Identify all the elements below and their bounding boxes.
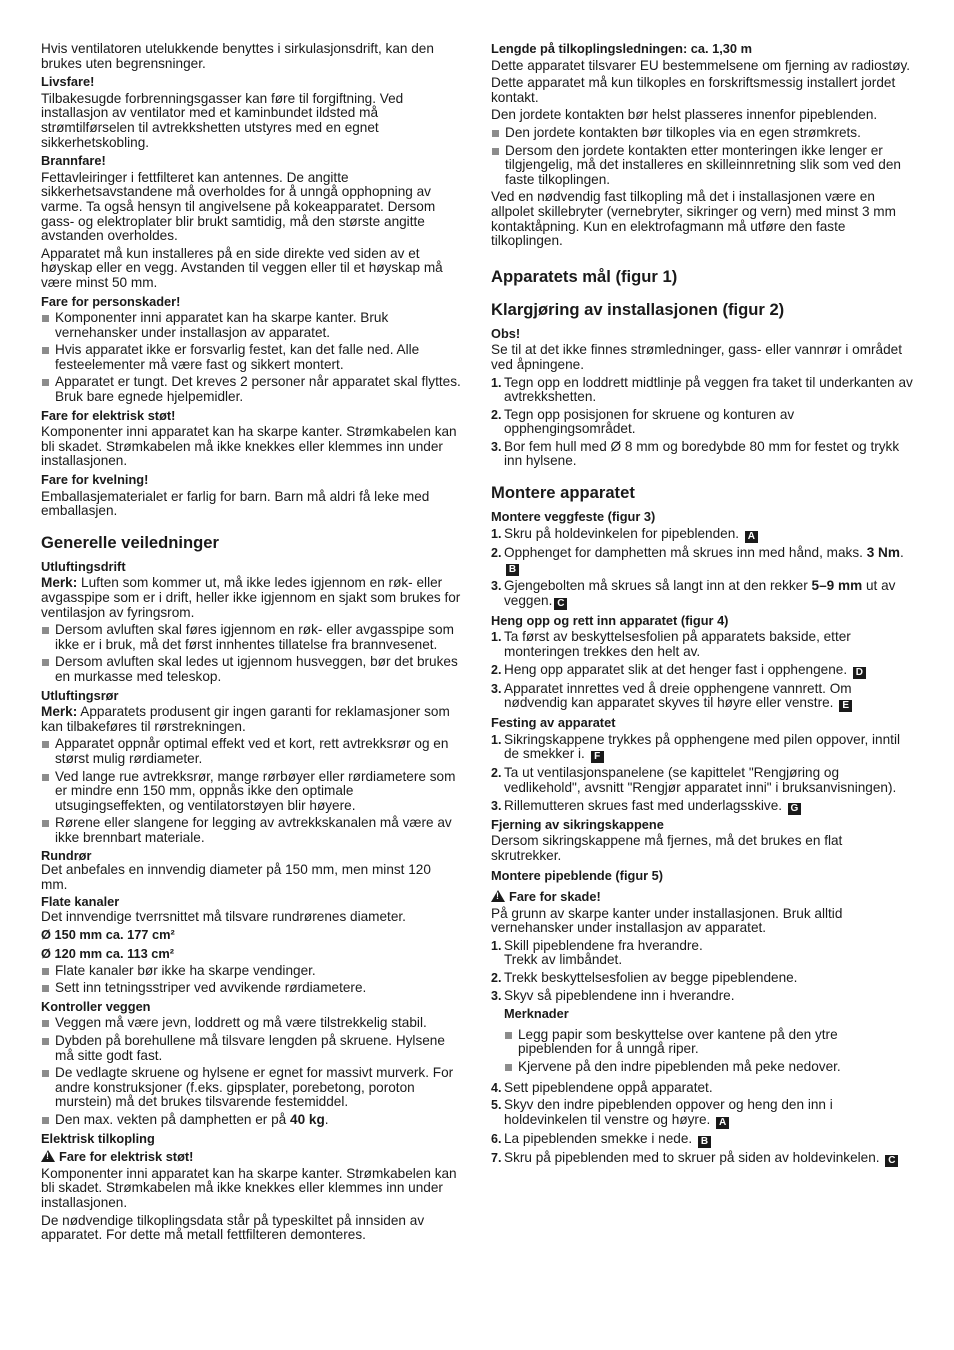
list-item: Dersom avluften skal ledes ut igjennom husveggen, bør det brukes en murkasse med teleskop. [41, 655, 461, 684]
right-column [491, 42, 914, 1170]
figure-marker: B [698, 1136, 711, 1148]
utluftingsdrift-merk [41, 576, 461, 620]
list-item: Komponenter inni apparatet kan ha skarpe kanter. Bruk vernehansker under installasjon av apparatet. [41, 311, 461, 340]
figure-marker: C [885, 1155, 898, 1167]
step-number: 2. [491, 970, 502, 985]
merk-label: Merk: [41, 704, 78, 720]
step-item [491, 663, 914, 679]
flate-list [41, 964, 461, 996]
dia150-value: Ø 150 mm ca. 177 cm² [41, 927, 175, 943]
section-title-mal: Apparatets mål (figur 1) [491, 266, 678, 286]
pipeblende-steps [491, 939, 914, 954]
festing-heading: Festing av apparatet [491, 715, 616, 731]
step-text: Tegn opp posisjonen for skruene og konturen av opphengingsområdet. [504, 406, 795, 437]
step-text: Skru på holdevinkelen for pipeblenden. [504, 525, 740, 541]
step-number: 2. [491, 545, 502, 560]
list-item [41, 1113, 461, 1128]
klargjoring-steps [491, 376, 914, 470]
figure-marker: F [591, 751, 604, 763]
left-column [41, 42, 461, 1246]
list-item: Apparatet er tungt. Det kreves 2 personer når apparatet skal flyttes. Bruk bare egnede hjelpemidler. [41, 375, 461, 404]
step-number: 1. [491, 630, 502, 645]
distance-value: 5–9 mm [811, 578, 863, 594]
elektrisk-tilkopling-heading: Elektrisk tilkopling [41, 1130, 155, 1146]
figure-marker: A [716, 1117, 729, 1129]
step-text: Gjengebolten må skrues så langt inn at den rekker [504, 578, 812, 594]
step-item [491, 939, 914, 954]
elektrisk-heading: Fare for elektrisk støt! [41, 407, 176, 423]
figure-marker: B [506, 564, 519, 576]
fjerning-heading: Fjerning av sikringskappene [491, 816, 664, 832]
step-item [491, 408, 914, 437]
step-number: 3. [491, 439, 502, 454]
list-item: De vedlagte skruene og hylsene er egnet for massivt murverk. For andre konstruksjoner (f.eks. gipsplater, porebetong, poroton murstein) må det brukes tilsvarende festemiddel. [41, 1066, 461, 1110]
step-number: 2. [491, 407, 502, 422]
festing-steps [491, 733, 914, 815]
elektrisk-warning-heading [41, 1150, 461, 1165]
warning-triangle-icon [41, 1150, 55, 1162]
step-item [491, 1081, 914, 1096]
figure-marker: C [554, 598, 567, 610]
step-number: 1. [491, 526, 502, 541]
elektrisk-warning-text: Komponenter inni apparatet kan ha skarpe kanter. Strømkabelen kan bli skadet. Strømkabelen må ikke knekkes eller klemmes inn under installasjonen. [41, 1165, 457, 1210]
step-text: Apparatet innrettes ved å dreie opphengene vannrett. Om nødvendig kan apparatet skyves til høyre eller venstre. [504, 680, 852, 711]
step-item [491, 1151, 914, 1167]
step-text: Tegn opp en loddrett midtlinje på veggen fra taket til underkanten av avtrekkshetten. [504, 374, 913, 405]
pipe-substep: Trekk av limbåndet. [504, 952, 623, 968]
section-title-montere: Montere apparatet [491, 483, 635, 503]
warning-triangle-icon [491, 890, 505, 902]
personskader-list [41, 311, 461, 405]
merk-label: Merk: [41, 575, 78, 591]
vekt-text: Den max. vekten på damphetten er på [55, 1112, 291, 1127]
list-item: Dersom den jordete kontakten etter monteringen ikke lenger er tilgjengelig, må det installeres en skilleinnretning slik som ved den faste tilkoplingen. [491, 144, 914, 188]
list-item: Legg papir som beskyttelse over kantene på den ytre pipeblenden for å unngå riper. [504, 1028, 914, 1057]
step-number: 1. [491, 375, 502, 390]
livsfare-text: Tilbakesugde forbrenningsgasser kan føre til forgiftning. Ved installasjon av ventilator med et kaminbundet ildsted må strømtilførselen til avtrekkshetten utstyres med en egnet sikkerhetskobling. [41, 90, 404, 150]
step-item [491, 546, 914, 577]
livsfare-heading: Livsfare! [41, 74, 95, 90]
list-item: Rørene eller slangene for legging av avtrekkskanalen må være av ikke brennbart materiale. [41, 816, 461, 845]
obs-text: Se til at det ikke finnes strømledninger, gass- eller vannrør i området ved åpningene. [491, 342, 903, 372]
fjerning-text: Dersom sikringskappene må fjernes, må det brukes en flat skrutrekker. [491, 833, 843, 863]
step-text: Skru på pipeblenden med to skruer på siden av holdevinkelen. [504, 1149, 880, 1165]
step-text-end: . [899, 544, 904, 560]
merk-text: Apparatets produsent gir ingen garanti for reklamasjoner som kan tilbakeføres til rørstrekningen. [41, 704, 450, 734]
utluftingsror-heading: Utluftingsrør [41, 687, 119, 703]
vekt-value: 40 kg [290, 1112, 325, 1127]
step-item [491, 971, 914, 986]
step-item [491, 527, 914, 543]
list-item: Kjervene på den indre pipeblenden må peke nedover. [504, 1060, 914, 1075]
elektrisk-text: Komponenter inni apparatet kan ha skarpe kanter. Strømkabelen kan bli skadet. Strømkabelen må ikke knekkes eller klemmes inn under installasjonen. [41, 424, 457, 469]
step-number: 2. [491, 766, 502, 781]
step-text: Trekk beskyttelsesfolien av begge pipeblendene. [504, 969, 798, 985]
section-title-klargjoring: Klargjøring av installasjonen (figur 2) [491, 299, 785, 319]
utluftingsdrift-heading: Utluftingsdrift [41, 558, 126, 574]
list-item: Hvis apparatet ikke er forsvarlig festet, kan det falle ned. Alle festeelementer må være fast og sikkert montert. [41, 343, 461, 372]
fast-tilkopling-text: Ved en nødvendig fast tilkopling må det i installasjonen være en allpolet skillebryter (vernebryter, sikringer og vern) med minst 3 mm kontaktåpning. Kun en elektrofagmann må utføre den faste tilkoplingen. [491, 189, 896, 249]
flate-text: Det innvendige tverrsnittet må tilsvare rundrørenes diameter. [41, 908, 406, 924]
skade-text: På grunn av skarpe kanter under installasjonen. Bruk alltid vernehansker under installasjon av apparatet. [491, 905, 843, 936]
figure-marker: G [788, 803, 801, 815]
list-item: Dybden på borehullene må tilsvare lengden på skruene. Hylsene må sitte godt fast. [41, 1034, 461, 1063]
personskader-heading: Fare for personskader! [41, 293, 181, 309]
step-item [491, 799, 914, 815]
step-number: 3. [491, 988, 502, 1003]
pipeblende-heading: Montere pipeblende (figur 5) [491, 868, 664, 884]
step-number: 1. [491, 938, 502, 953]
lengde-text-2: Dette apparatet må kun tilkoples en forskriftsmessig installert jordet kontakt. [491, 75, 896, 105]
heng-steps [491, 630, 914, 712]
figure-marker: A [745, 531, 758, 543]
step-text: Heng opp apparatet slik at det henger fast i opphengene. [504, 661, 848, 677]
heng-heading: Heng opp og rett inn apparatet (figur 4) [491, 612, 729, 628]
step-item [491, 1132, 914, 1148]
utluftingsror-list [41, 737, 461, 845]
brannfare-text-2: Apparatet må kun installeres på en side direkte ved siden av et høyskap eller en vegg. Avstanden til veggen eller til et høyskap må være minst 50 mm. [41, 245, 443, 290]
lengde-heading: Lengde på tilkoplingsledningen: ca. 1,30 m [491, 41, 752, 56]
step-text: La pipeblenden smekke i nede. [504, 1130, 693, 1146]
step-item [491, 440, 914, 469]
warning-title: Fare for elektrisk støt! [59, 1149, 194, 1165]
list-item: Apparatet oppnår optimal effekt ved et kort, rett avtrekksrør og en størst mulig rørdiameter. [41, 737, 461, 766]
step-item [491, 579, 914, 610]
list-item: Veggen må være jevn, loddrett og må være tilstrekkelig stabil. [41, 1016, 461, 1031]
kontroller-list [41, 1016, 461, 1127]
section-title-generelle: Generelle veiledninger [41, 532, 219, 552]
utluftingsror-merk [41, 705, 461, 734]
kontakt-list [491, 126, 914, 187]
list-item: Ved lange rue avtrekksrør, mange rørbøyer eller rørdiametere som er mindre enn 150 mm, oppnås ikke den optimale utsugingseffekten, og ventilatorstøyen blir høyere. [41, 770, 461, 814]
step-item [491, 376, 914, 405]
vekt-end: . [324, 1112, 329, 1127]
merknader-heading: Merknader [504, 1006, 569, 1022]
step-text: Skill pipeblendene fra hverandre. [504, 937, 703, 953]
kontroller-heading: Kontroller veggen [41, 998, 151, 1014]
tilkoplingsdata-text: De nødvendige tilkoplingsdata står på typeskiltet på innsiden av apparatet. For dette må metall fettfilteren demonteres. [41, 1212, 425, 1243]
step-number: 5. [491, 1098, 502, 1113]
torque-value: 3 Nm [866, 544, 900, 560]
list-item: Flate kanaler bør ikke ha skarpe vendinger. [41, 964, 461, 979]
merknader-list [504, 1028, 914, 1075]
kvelning-text: Emballasjematerialet er farlig for barn. Barn må aldri få leke med emballasjen. [41, 488, 430, 519]
step-item [491, 766, 914, 795]
flate-heading: Flate kanaler [41, 894, 120, 910]
list-item: Den jordete kontakten bør tilkoples via en egen strømkrets. [491, 126, 914, 141]
step-text: Bor fem hull med Ø 8 mm og boredybde 80 mm for festet og trykk inn hylsene. [504, 438, 900, 469]
step-number: 4. [491, 1080, 502, 1095]
step-item [491, 630, 914, 659]
step-text-end: ut av veggen. [504, 578, 896, 608]
lengde-text-1: Dette apparatet tilsvarer EU bestemmelsene om fjerning av radiostøy. [491, 57, 911, 73]
veggfeste-heading: Montere veggfeste (figur 3) [491, 509, 656, 525]
brannfare-heading: Brannfare! [41, 153, 106, 169]
lengde-text-3: Den jordete kontakten bør helst plasseres innenfor pipeblenden. [491, 107, 878, 123]
step-number: 6. [491, 1131, 502, 1146]
rundror-heading: Rundrør [41, 847, 92, 863]
step-item [491, 682, 914, 713]
pipeblende-steps-cont [491, 971, 914, 1003]
intro-text: Hvis ventilatoren utelukkende benyttes i sirkulasjonsdrift, kan den brukes uten begrensninger. [41, 41, 434, 71]
step-number: 2. [491, 662, 502, 677]
veggfeste-steps [491, 527, 914, 610]
step-text: Ta ut ventilasjonspanelene (se kapittelet "Rengjøring og vedlikehold", avsnitt "Rengjør apparatet inni" i bruksanvisningen). [504, 765, 897, 795]
rundror-text: Det anbefales en innvendig diameter på 150 mm, men minst 120 mm. [41, 862, 431, 892]
step-text: Sikringskappene trykkes på opphengene med pilen oppover, inntil de smekker i. [504, 731, 900, 762]
merk-text: Luften som kommer ut, må ikke ledes igjennom en røk- eller avgasspipe som er i drift, heller ikke igjennom en sjakt som brukes for ventilasjon av fyringsrom. [41, 575, 461, 620]
obs-heading: Obs! [491, 325, 521, 341]
step-text: Ta først av beskyttelsesfolien på apparatets bakside, etter monteringen trekkes den helt av. [504, 629, 851, 660]
step-number: 3. [491, 798, 502, 813]
step-item [491, 989, 914, 1004]
step-item [491, 733, 914, 764]
step-number: 3. [491, 579, 502, 594]
step-item [491, 1098, 914, 1129]
figure-marker: D [853, 667, 866, 679]
utluftingsdrift-list [41, 623, 461, 684]
step-text: Opphenget for damphetten må skrues inn med hånd, maks. [504, 544, 867, 560]
step-text: Rillemutteren skrues fast med underlagsskive. [504, 797, 783, 813]
pipeblende-steps-final [491, 1081, 914, 1167]
step-text: Sett pipeblendene oppå apparatet. [504, 1079, 713, 1095]
step-number: 1. [491, 732, 502, 747]
step-number: 3. [491, 681, 502, 696]
step-text: Skyv den indre pipeblenden oppover og heng den inn i holdevinkelen til venstre og høyre. [504, 1097, 833, 1127]
kvelning-heading: Fare for kvelning! [41, 472, 149, 488]
dia120-value: Ø 120 mm ca. 113 cm² [41, 946, 175, 962]
brannfare-text-1: Fettavleiringer i fettfilteret kan antennes. De angitte sikkerhetsavstandene må overholdes for å unngå opphopning av varme. Ta også hensyn til angivelsene på kokeapparatet. Dersom gass- og elektroplater blir brukt samtidig, må den største angitte avstanden overholdes. [41, 169, 436, 244]
list-item: Sett inn tetningsstriper ved avvikende rørdiametere. [41, 981, 461, 996]
figure-marker: E [839, 700, 852, 712]
skade-warning-heading [491, 890, 914, 905]
warning-title: Fare for skade! [509, 888, 601, 904]
step-text: Skyv så pipeblendene inn i hverandre. [504, 987, 735, 1003]
step-number: 7. [491, 1150, 502, 1165]
list-item: Dersom avluften skal føres igjennom en røk- eller avgasspipe som ikke er i bruk, må det først innhentes tillatelse fra brannvesenet. [41, 623, 461, 652]
